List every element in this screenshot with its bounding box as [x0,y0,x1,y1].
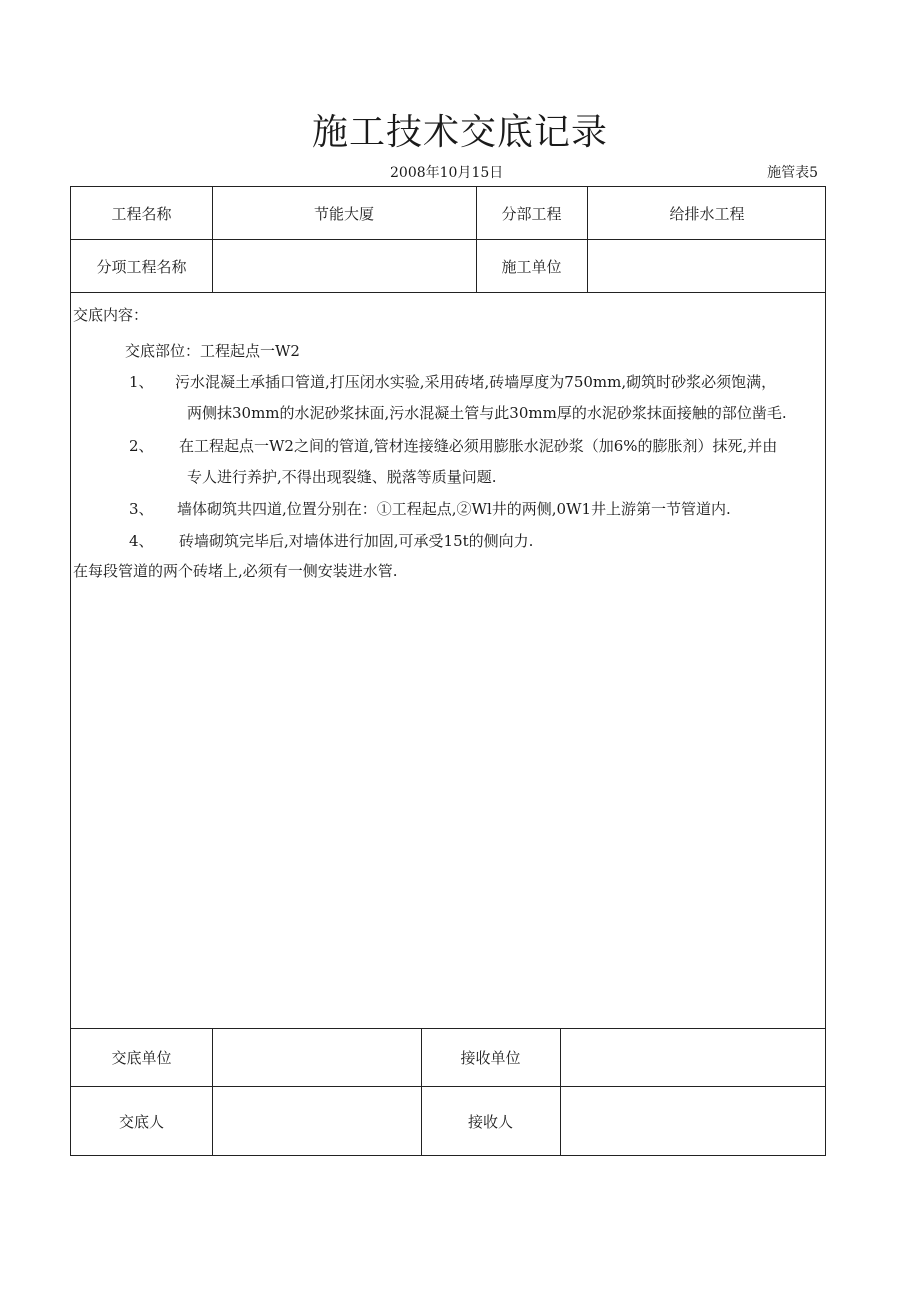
item-number: 1、 [129,373,154,391]
handover-unit-value [212,1029,421,1086]
row-divider [71,292,825,293]
handover-location: 交底部位：工程起点一W2 [125,342,300,360]
item-number: 2、 [129,437,154,455]
record-table [70,186,826,1156]
subitem-value [212,240,476,292]
receiver-unit-value [560,1029,827,1086]
item-number: 3、 [129,500,154,518]
item-text: 砖墙砌筑完毕后,对墙体进行加固,可承受15t的侧向力. [179,532,534,550]
item-text-continued: 专人进行养护,不得出现裂缝、脱落等质量问题. [187,468,497,486]
project-name-value: 节能大厦 [313,204,374,223]
content-note: 在每段管道的两个砖堵上,必须有一侧安装进水管. [73,562,398,580]
item-text-continued: 两侧抹30mm的水泥砂浆抹面,污水混凝土管与此30mm厚的水泥砂浆抹面接触的部位凿毛. [187,404,787,422]
item-text: 在工程起点一W2之间的管道,管材连接缝必须用膨胀水泥砂浆（加6%的膨胀剂）抹死,并由 [179,437,778,455]
form-number: 施管表5 [767,165,818,181]
contractor-label: 施工单位 [501,257,562,276]
handover-person-label: 交底人 [118,1112,164,1131]
item-text: 污水混凝土承插口管道,打压闭水实验,采用砖堵,砖墙厚度为750mm,砌筑时砂浆必须饱满， [175,373,777,391]
receiver-unit-label: 接收单位 [460,1049,521,1067]
subitem-label: 分项工程名称 [96,257,187,276]
handover-person-value [212,1087,421,1155]
contractor-value [587,240,827,292]
content-heading: 交底内容： [73,306,149,324]
receiver-person-label: 接收人 [467,1112,513,1131]
item-text: 墙体砌筑共四道,位置分别在：①工程起点,②Wl井的两侧,0W1井上游第一节管道内. [177,500,731,518]
handover-unit-label: 交底单位 [111,1049,172,1067]
division-label: 分部工程 [501,204,562,223]
item-number: 4、 [129,532,154,550]
record-date: 2008年10月15日 [390,165,504,181]
division-value: 给排水工程 [669,204,745,223]
page-title: 施工技术交底记录 [311,112,608,153]
project-name-label: 工程名称 [111,204,172,223]
receiver-person-value [560,1087,827,1155]
